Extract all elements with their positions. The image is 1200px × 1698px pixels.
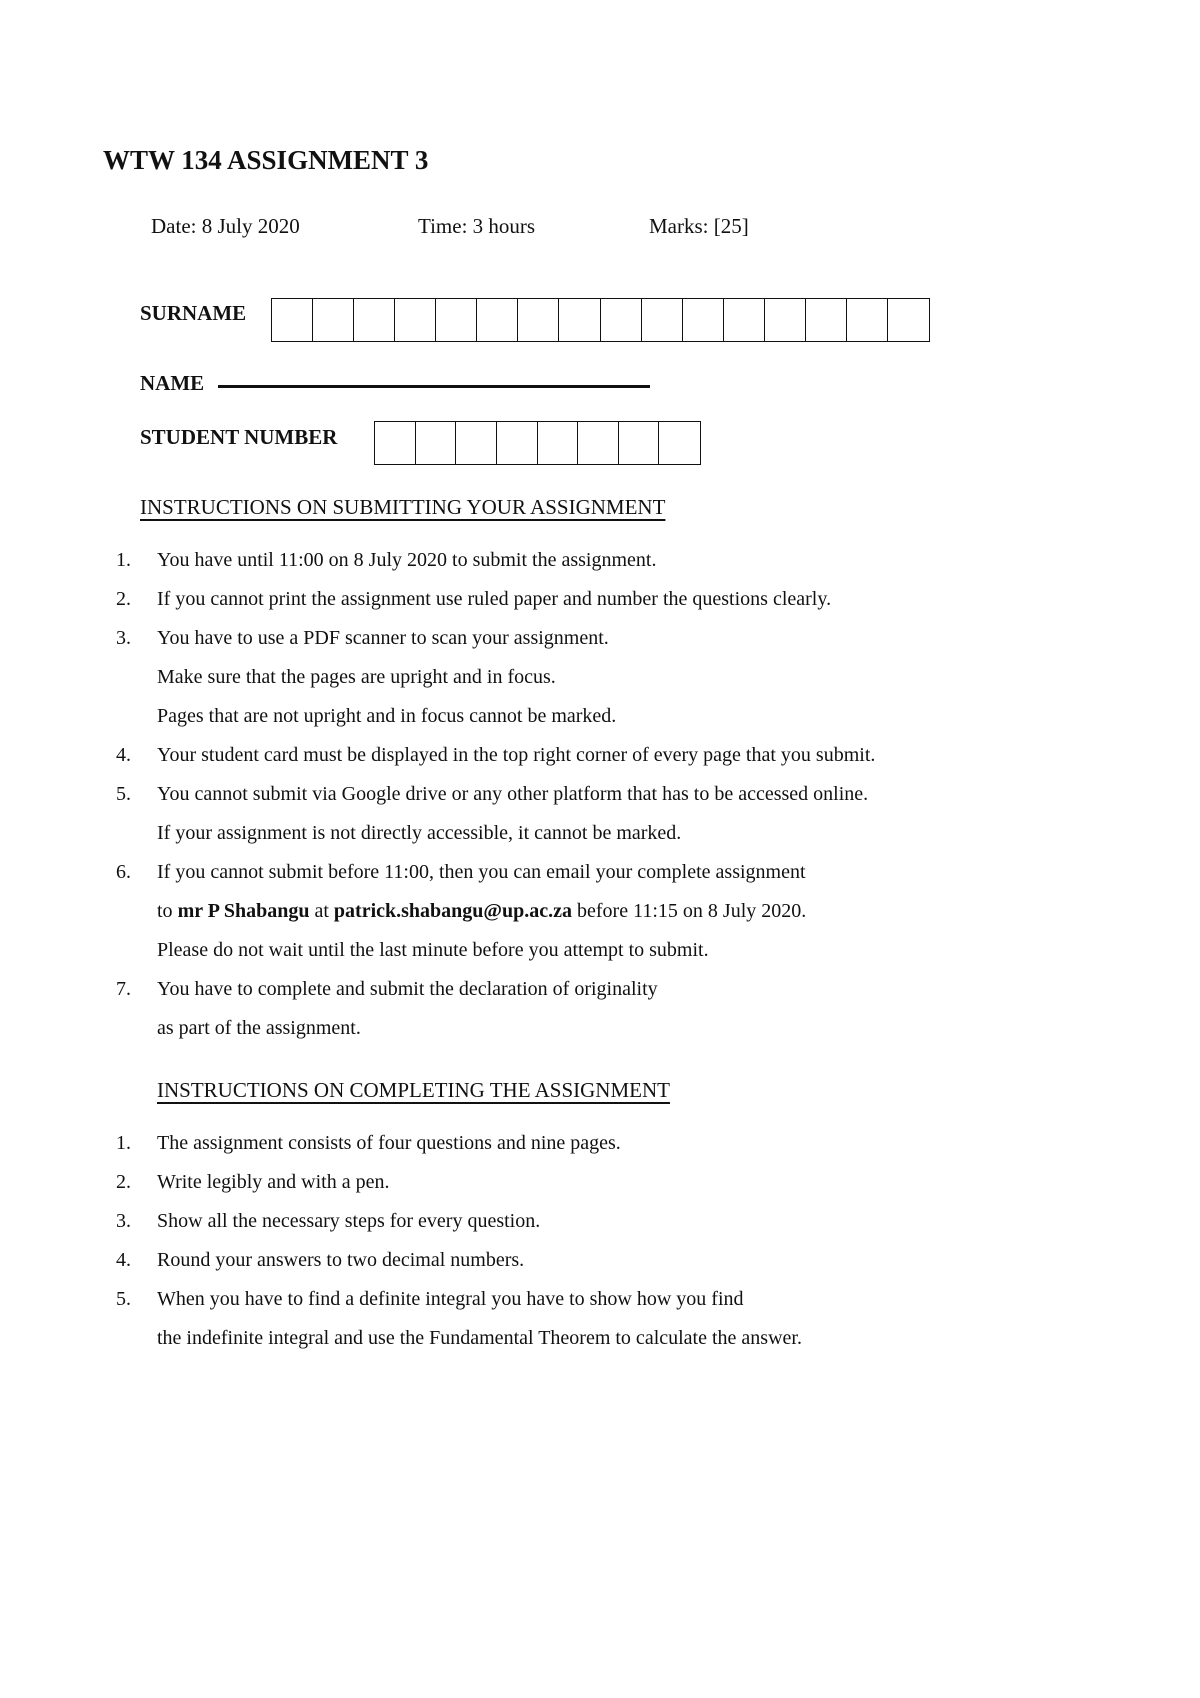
item-line: as part of the assignment. <box>157 1017 361 1039</box>
surname-box[interactable] <box>601 299 642 341</box>
contact-name: mr P Shabangu <box>177 900 310 922</box>
name-label: NAME <box>140 371 205 395</box>
surname-box[interactable] <box>436 299 477 341</box>
item-number: 1. <box>116 549 131 571</box>
student-number-box[interactable] <box>456 422 497 464</box>
page-title: WTW 134 ASSIGNMENT 3 <box>103 145 429 175</box>
name-line[interactable] <box>218 385 650 388</box>
surname-box[interactable] <box>477 299 518 341</box>
item-line: You have to complete and submit the declaration of originality <box>157 978 658 1000</box>
student-number-boxes[interactable] <box>374 421 701 465</box>
item-text <box>157 1202 1200 1241</box>
surname-box[interactable] <box>724 299 765 341</box>
item-line: Your student card must be displayed in the top right corner of every page that you submit. <box>157 744 876 766</box>
surname-box[interactable] <box>683 299 724 341</box>
item-number: 3. <box>116 1210 131 1232</box>
surname-box[interactable] <box>806 299 847 341</box>
list-item <box>0 1124 1200 1163</box>
list-item <box>0 970 1200 1048</box>
item-line: Show all the necessary steps for every question. <box>157 1210 541 1232</box>
date-text: Date: 8 July 2020 <box>151 214 300 238</box>
item-line: If you cannot print the assignment use ruled paper and number the questions clearly. <box>157 588 832 610</box>
item-number: 4. <box>116 744 131 766</box>
item-line: You have to use a PDF scanner to scan your assignment. <box>157 627 609 649</box>
item-number: 1. <box>116 1132 131 1154</box>
item-text <box>157 970 1200 1048</box>
item-text <box>157 580 1200 619</box>
surname-box[interactable] <box>642 299 683 341</box>
item-text <box>157 853 1200 970</box>
item-line: You have until 11:00 on 8 July 2020 to submit the assignment. <box>157 549 657 571</box>
list-item <box>0 1163 1200 1202</box>
item-text <box>157 736 1200 775</box>
item-line: the indefinite integral and use the Fundamental Theorem to calculate the answer. <box>157 1327 802 1349</box>
item-text <box>157 1163 1200 1202</box>
item-line: The assignment consists of four questions and nine pages. <box>157 1132 621 1154</box>
item-line <box>157 892 1200 931</box>
list-item <box>0 1202 1200 1241</box>
completing-heading: INSTRUCTIONS ON COMPLETING THE ASSIGNMENT <box>157 1078 670 1102</box>
surname-box[interactable] <box>272 299 313 341</box>
item-text <box>157 1241 1200 1280</box>
student-number-box[interactable] <box>659 422 700 464</box>
surname-box[interactable] <box>765 299 806 341</box>
surname-box[interactable] <box>888 299 929 341</box>
item-line: Round your answers to two decimal numbers. <box>157 1249 525 1271</box>
text-fragment: before 11:15 on 8 July 2020. <box>572 900 807 922</box>
surname-box[interactable] <box>847 299 888 341</box>
list-item <box>0 1241 1200 1280</box>
student-number-box[interactable] <box>538 422 579 464</box>
surname-label: SURNAME <box>140 301 247 325</box>
item-line: When you have to find a definite integral you have to show how you find <box>157 1288 744 1310</box>
item-number: 6. <box>116 861 131 883</box>
list-item <box>0 736 1200 775</box>
surname-boxes[interactable] <box>271 298 930 342</box>
contact-email[interactable]: patrick.shabangu@up.ac.za <box>333 900 573 922</box>
item-number: 7. <box>116 978 131 1000</box>
item-line: Please do not wait until the last minute before you attempt to submit. <box>157 939 709 961</box>
item-line: If your assignment is not directly accessible, it cannot be marked. <box>157 822 682 844</box>
item-text <box>157 1124 1200 1163</box>
item-text <box>157 619 1200 736</box>
item-text <box>157 775 1200 853</box>
text-fragment: to <box>157 900 178 922</box>
surname-box[interactable] <box>313 299 354 341</box>
student-number-box[interactable] <box>578 422 619 464</box>
surname-box[interactable] <box>395 299 436 341</box>
text-fragment: at <box>309 900 334 922</box>
item-line: If you cannot submit before 11:00, then you can email your complete assignment <box>157 861 806 883</box>
list-item <box>0 541 1200 580</box>
item-line: Make sure that the pages are upright and in focus. <box>157 666 556 688</box>
marks-text: Marks: [25] <box>649 214 749 238</box>
item-number: 5. <box>116 783 131 805</box>
list-item <box>0 619 1200 736</box>
item-number: 2. <box>116 588 131 610</box>
completing-list <box>0 1124 1200 1358</box>
student-number-box[interactable] <box>619 422 660 464</box>
surname-box[interactable] <box>559 299 600 341</box>
list-item <box>0 853 1200 970</box>
submitting-heading: INSTRUCTIONS ON SUBMITTING YOUR ASSIGNMENT <box>140 495 666 519</box>
surname-box[interactable] <box>518 299 559 341</box>
list-item <box>0 775 1200 853</box>
surname-box[interactable] <box>354 299 395 341</box>
item-line: You cannot submit via Google drive or any other platform that has to be accessed online. <box>157 783 869 805</box>
item-text <box>157 1280 1200 1358</box>
item-number: 4. <box>116 1249 131 1271</box>
list-item <box>0 580 1200 619</box>
item-line: Pages that are not upright and in focus cannot be marked. <box>157 705 617 727</box>
item-number: 2. <box>116 1171 131 1193</box>
item-text <box>157 541 1200 580</box>
item-line: Write legibly and with a pen. <box>157 1171 390 1193</box>
student-number-box[interactable] <box>497 422 538 464</box>
list-item <box>0 1280 1200 1358</box>
student-number-box[interactable] <box>375 422 416 464</box>
submitting-list <box>0 541 1200 1048</box>
student-number-label: STUDENT NUMBER <box>140 425 338 449</box>
item-number: 5. <box>116 1288 131 1310</box>
student-number-box[interactable] <box>416 422 457 464</box>
time-text: Time: 3 hours <box>418 214 536 238</box>
item-number: 3. <box>116 627 131 649</box>
